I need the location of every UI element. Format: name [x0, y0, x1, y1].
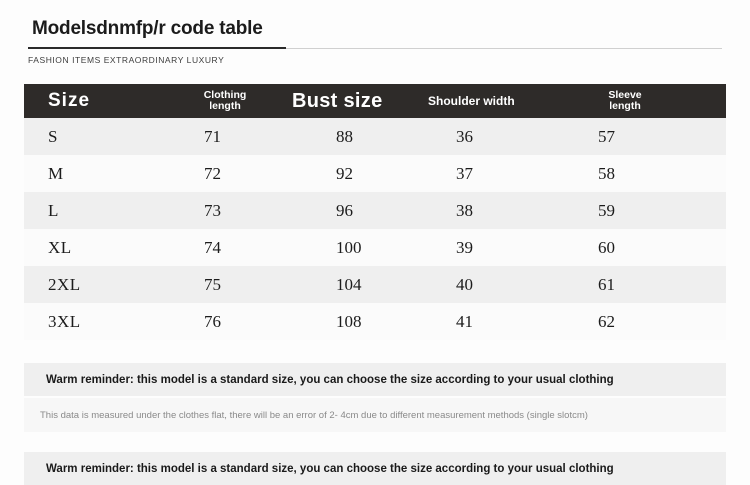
cell-size: 3XL [48, 311, 81, 331]
cell-shoulder: 37 [456, 163, 473, 183]
cell-bust: 108 [336, 311, 362, 331]
cell-bust: 100 [336, 237, 362, 257]
table-row [24, 229, 726, 266]
cell-size: XL [48, 237, 72, 257]
table-header-row [24, 84, 726, 118]
table-row [24, 155, 726, 192]
column-header-shoulder-width: Shoulder width [428, 94, 515, 108]
cell-sleeve: 58 [598, 163, 615, 183]
cell-sleeve: 61 [598, 274, 615, 294]
table-row [24, 266, 726, 303]
cell-size: M [48, 163, 64, 183]
warm-reminder-top: Warm reminder: this model is a standard size, you can choose the size according to your usual clothing [24, 363, 726, 396]
column-header-sleeve-length-line2: length [609, 100, 641, 112]
cell-bust: 92 [336, 163, 353, 183]
column-header-sleeve-length [574, 90, 726, 112]
cell-sleeve: 60 [598, 237, 615, 257]
title-divider-accent [28, 47, 286, 49]
document-header [0, 0, 750, 84]
cell-sleeve: 59 [598, 200, 615, 220]
cell-size: S [48, 126, 58, 146]
page-title: Modelsdnmfp/r code table [32, 18, 263, 39]
table-row [24, 192, 726, 229]
cell-sleeve: 57 [598, 126, 615, 146]
cell-clothing-length: 72 [204, 163, 221, 183]
cell-clothing-length: 76 [204, 311, 221, 331]
column-header-size: Size [48, 90, 91, 111]
size-table [24, 84, 726, 340]
cell-shoulder: 39 [456, 237, 473, 257]
cell-clothing-length: 71 [204, 126, 221, 146]
cell-bust: 88 [336, 126, 353, 146]
cell-shoulder: 36 [456, 126, 473, 146]
cell-sleeve: 62 [598, 311, 615, 331]
cell-bust: 104 [336, 274, 362, 294]
table-row [24, 118, 726, 155]
table-row [24, 303, 726, 340]
cell-clothing-length: 75 [204, 274, 221, 294]
measurement-note: This data is measured under the clothes flat, there will be an error of 2- 4cm due to different measurement methods (single slotcm) [24, 398, 726, 432]
column-header-clothing-length-line1: Clothing [203, 89, 247, 101]
cell-shoulder: 41 [456, 311, 473, 331]
cell-bust: 96 [336, 200, 353, 220]
cell-size: L [48, 200, 59, 220]
cell-shoulder: 38 [456, 200, 473, 220]
cell-shoulder: 40 [456, 274, 473, 294]
column-header-bust-size: Bust size [292, 89, 383, 112]
column-header-clothing-length-line2: length [209, 100, 241, 112]
page-subtitle: FASHION ITEMS EXTRAORDINARY LUXURY [28, 55, 225, 65]
column-header-clothing-length [156, 90, 274, 112]
cell-clothing-length: 73 [204, 200, 221, 220]
warm-reminder-bottom: Warm reminder: this model is a standard size, you can choose the size according to your usual clothing [24, 452, 726, 485]
column-header-sleeve-length-line1: Sleeve [608, 89, 642, 101]
cell-clothing-length: 74 [204, 237, 221, 257]
cell-size: 2XL [48, 274, 81, 294]
